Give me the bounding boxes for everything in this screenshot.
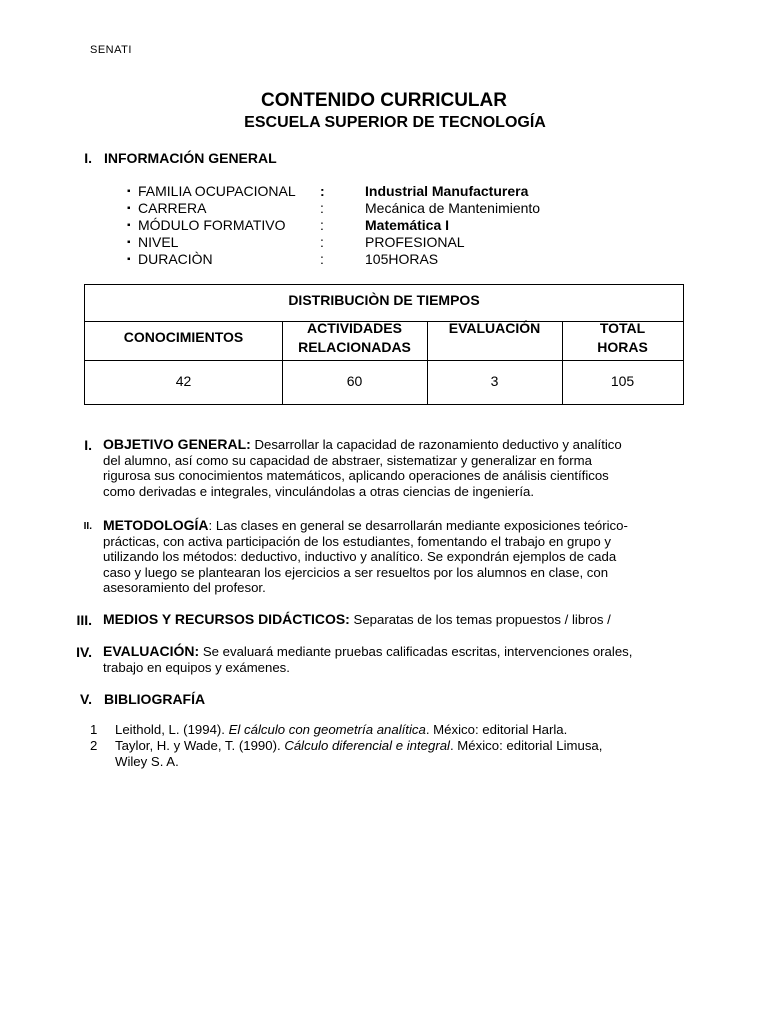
paragraph-line: Se evaluará mediante pruebas calificadas escritas, intervenciones orales,: [199, 644, 633, 659]
table-title: DISTRIBUCIÒN DE TIEMPOS: [85, 285, 683, 322]
section-heading-bibliografia: BIBLIOGRAFÍA: [104, 691, 206, 707]
paragraph-line: trabajo en equipos y exámenes.: [103, 659, 290, 675]
section-number-bibliografia: V.: [80, 691, 92, 707]
table-header-cell: [562, 319, 683, 357]
section-number-evaluacion: IV.: [76, 644, 92, 660]
info-colon: :: [320, 183, 325, 199]
info-value: Matemática I: [365, 217, 450, 233]
bullet-icon: ▪: [127, 237, 131, 248]
paragraph-line: rigurosa sus conocimientos matemáticos, aplicando operaciones de análisis científicos: [103, 468, 609, 483]
section-number-objetivo: I.: [84, 437, 92, 453]
info-value: PROFESIONAL: [365, 234, 465, 250]
bibliography-number: 1: [90, 722, 98, 737]
distribution-table: [84, 284, 684, 405]
info-label: NIVEL: [138, 234, 179, 250]
paragraph-line: caso y luego se plantearan los ejercicios a ser resueltos por los alumnos en clase, con: [103, 564, 609, 580]
section-heading-objetivo: OBJETIVO GENERAL:: [103, 436, 251, 452]
section-heading-metodologia: METODOLOGÍA: [103, 517, 209, 533]
table-header-text: ACTIVIDADES: [307, 320, 402, 336]
organization-label: SENATI: [90, 44, 132, 56]
bullet-icon: ▪: [127, 203, 131, 214]
bibliography-publisher: . México: editorial Limusa,: [449, 738, 603, 753]
paragraph-line: prácticas, con activa participación de los estudiantes, fomentando el trabajo en grupo y: [103, 533, 612, 549]
table-divider: [85, 360, 683, 361]
info-value: Mecánica de Mantenimiento: [365, 200, 541, 216]
info-value: 105HORAS: [365, 251, 439, 267]
bullet-icon: ▪: [127, 254, 131, 265]
bibliography-publisher: Wiley S. A.: [115, 753, 179, 769]
info-label: FAMILIA OCUPACIONAL: [138, 183, 296, 199]
table-value-cell: 60: [346, 373, 363, 389]
info-label: DURACIÒN: [138, 251, 213, 267]
info-row: [127, 183, 647, 200]
table-value-cell: 42: [175, 373, 192, 389]
paragraph-line: : Las clases en general se desarrollarán mediante exposiciones teórico-: [208, 518, 628, 533]
paragraph-line: como derivadas e integrales, vinculándolas a otras ciencias de ingeniería.: [103, 483, 535, 499]
info-colon: :: [320, 217, 324, 233]
info-label: CARRERA: [138, 200, 207, 216]
info-row: [127, 217, 647, 234]
bullet-icon: ▪: [127, 220, 131, 231]
bibliography-title: El cálculo con geometría analítica: [228, 722, 426, 737]
section-metodologia: [103, 518, 713, 596]
table-header-cell: [427, 319, 562, 338]
info-label: MÓDULO FORMATIVO: [138, 217, 286, 233]
paragraph-line: utilizando los métodos: deductivo, inductivo y analítico. Se expondrán ejemplos de cada: [103, 549, 617, 564]
section-heading-info: INFORMACIÓN GENERAL: [104, 150, 277, 166]
paragraph-line: del alumno, así como su capacidad de abstraer, sistematizar y generalizar en forma: [103, 452, 592, 468]
table-value-cell: 105: [610, 373, 635, 389]
bibliography-text: [115, 738, 675, 769]
table-header-cell: [282, 319, 427, 357]
paragraph-line: Desarrollar la capacidad de razonamiento deductivo y analítico: [254, 437, 622, 452]
section-evaluacion: [103, 644, 723, 675]
paragraph-line: Separatas de los temas propuestos / libros /: [349, 612, 611, 627]
bibliography-author: Leithold, L. (1994).: [115, 722, 229, 737]
info-colon: :: [320, 234, 324, 250]
bibliography-title: Cálculo diferencial e integral: [284, 738, 450, 753]
table-header-text: HORAS: [597, 339, 648, 355]
bibliography-author: Taylor, H. y Wade, T. (1990).: [115, 738, 285, 753]
section-number-medios: III.: [76, 612, 92, 628]
section-number-info: I.: [84, 150, 92, 166]
section-medios: [103, 612, 723, 628]
info-colon: :: [320, 200, 324, 216]
info-row: [127, 234, 647, 251]
section-number-metodologia: II.: [83, 521, 92, 532]
bibliography-number: 2: [90, 738, 98, 753]
section-objetivo: [103, 437, 703, 499]
bullet-icon: ▪: [127, 186, 131, 197]
table-value-cell: 3: [490, 373, 499, 389]
info-colon: :: [320, 251, 324, 267]
info-row: [127, 251, 647, 268]
section-heading-medios: MEDIOS Y RECURSOS DIDÁCTICOS:: [103, 611, 350, 627]
document-title: CONTENIDO CURRICULAR: [261, 90, 507, 111]
table-header-text: TOTAL: [599, 320, 646, 336]
table-header-text: EVALUACIÓN: [448, 320, 541, 336]
paragraph-line: asesoramiento del profesor.: [103, 580, 266, 595]
section-heading-evaluacion: EVALUACIÓN:: [103, 643, 200, 659]
bibliography-text: [115, 722, 675, 738]
bibliography-publisher: . México: editorial Harla.: [425, 722, 568, 737]
table-header-text: RELACIONADAS: [298, 339, 411, 355]
info-value: Industrial Manufacturera: [365, 183, 529, 199]
document-subtitle: ESCUELA SUPERIOR DE TECNOLOGÍA: [244, 114, 546, 131]
table-header-cell: [85, 328, 282, 347]
info-row: [127, 200, 647, 217]
table-header-text: CONOCIMIENTOS: [123, 329, 244, 345]
